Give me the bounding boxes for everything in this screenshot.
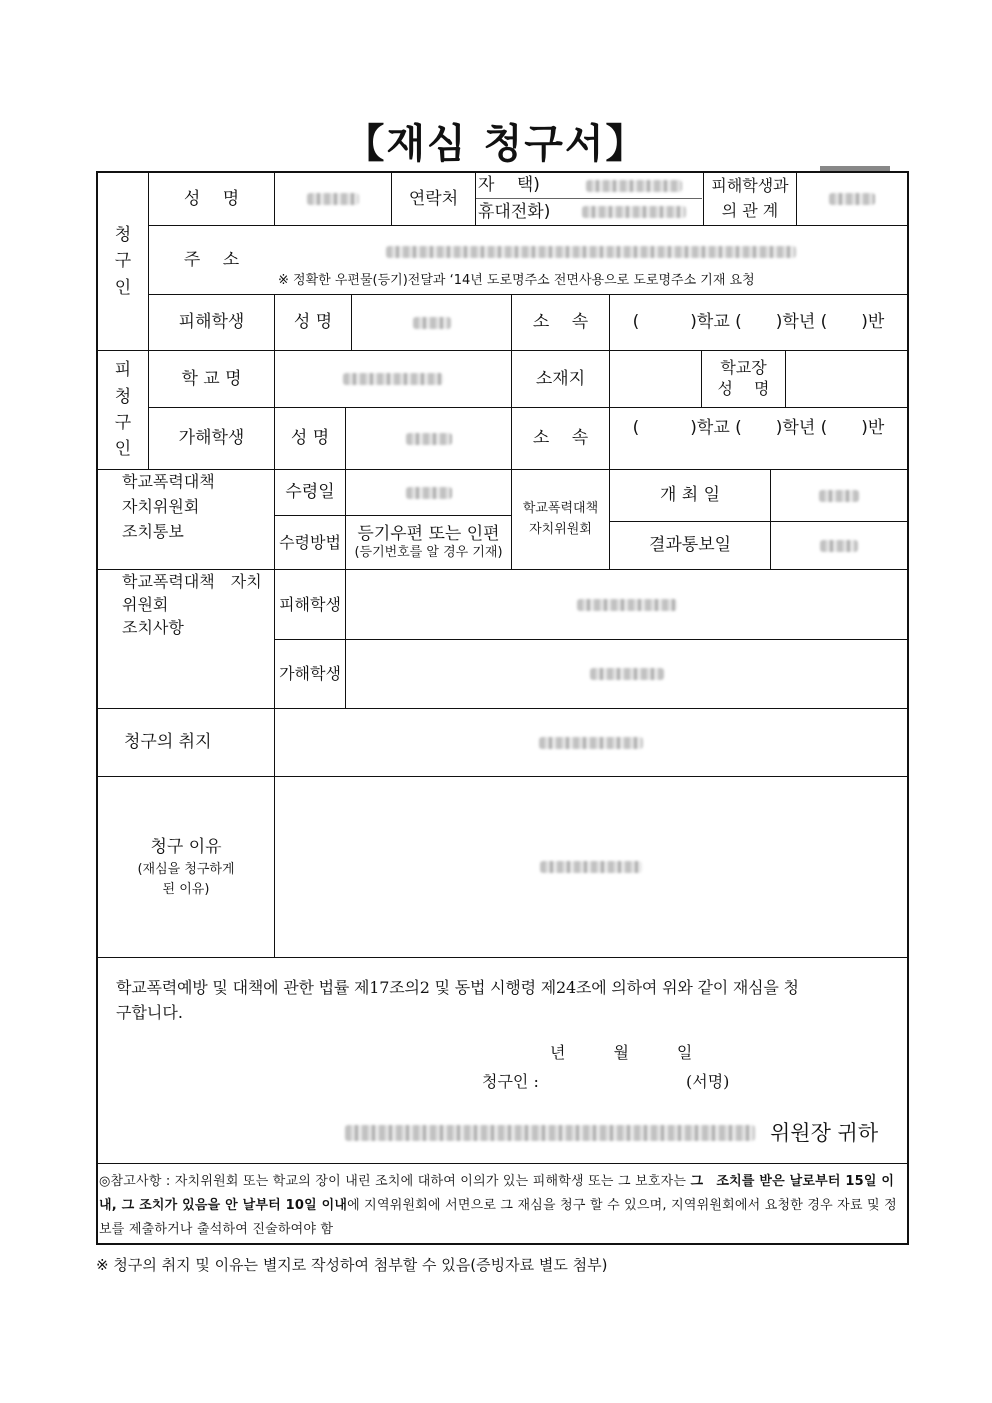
requester-name-label: 성 명	[183, 188, 240, 209]
offender-affiliation-value[interactable]: ( )학교 ( )학년 ( )반	[632, 417, 885, 438]
victim-affiliation-value[interactable]: ( )학교 ( )학년 ( )반	[632, 312, 885, 333]
measures-offender-label: 가해학생	[279, 664, 341, 684]
measures-offender-value[interactable]	[346, 640, 907, 708]
form-title: 【재심 청구서】	[344, 120, 648, 167]
location-label: 소재지	[535, 368, 586, 389]
address-label: 주 소	[183, 249, 240, 270]
measures-label: 학교폭력대책 자치 위원회 조치사항	[122, 572, 262, 638]
notice-label: 학교폭력대책 자치위원회 조치통보	[122, 472, 215, 541]
victim-name-label: 성 명	[293, 312, 333, 333]
footer-note: ※ 청구의 취지 및 이유는 별지로 작성하여 첨부할 수 있음(증빙자료 별도 첨부)	[96, 1255, 608, 1274]
offender-name-label: 성 명	[290, 428, 330, 449]
reference-prefix: ◎참고사항 : 자치위원회 또는 학교의 장이 내린 조치에 대하여 이의가 있는 피해학생 또는 그 보호자는	[99, 1174, 691, 1189]
contact-label: 연락처	[408, 188, 459, 209]
scan-mark	[820, 166, 890, 171]
signer-label: 청구인 :	[482, 1072, 539, 1092]
declaration-date[interactable]: 년 월 일	[550, 1043, 693, 1063]
declaration-text-1: 학교폭력예방 및 대책에 관한 법률 제17조의2 및 동법 시행령 제24조에 의하여 위와 같이 재심을 청	[116, 978, 799, 998]
reason-value[interactable]	[275, 777, 907, 957]
location-value[interactable]	[610, 351, 701, 407]
address-value[interactable]	[275, 242, 907, 262]
reference-note	[99, 1170, 909, 1242]
offender-affiliation-label: 소 속	[532, 428, 589, 449]
measures-victim-value[interactable]	[346, 570, 907, 639]
principal-value[interactable]	[786, 351, 907, 407]
mobile-value[interactable]	[566, 199, 702, 225]
meeting-date-value[interactable]	[771, 470, 907, 521]
meeting-date-label: 개 최 일	[659, 485, 721, 506]
relation-label: 피해학생과 의 관 계	[711, 176, 789, 220]
border-bottom	[96, 1243, 909, 1245]
purpose-label: 청구의 취지	[124, 732, 212, 753]
receipt-date-value[interactable]	[346, 470, 511, 515]
principal-label: 학교장 성 명	[717, 358, 770, 398]
victim-label: 피해학생	[178, 312, 245, 333]
relation-value[interactable]	[797, 173, 907, 225]
result-date-value[interactable]	[771, 522, 907, 569]
offender-name-value[interactable]	[346, 408, 511, 469]
addressee: 위원장 귀하	[770, 1120, 879, 1145]
address-note: ※ 정확한 우편물(등기)전달과 ‘14년 도로명주소 전면사용으로 도로명주소 기재 요청	[278, 273, 755, 289]
receipt-date-label: 수령일	[285, 482, 335, 503]
school-name-label: 학 교 명	[181, 368, 242, 389]
requester-name-value[interactable]	[275, 173, 391, 225]
requester-section-label: 청 구 인	[114, 224, 132, 298]
victim-name-value[interactable]	[352, 295, 511, 350]
receipt-method-label: 수령방법	[279, 532, 341, 552]
result-date-label: 결과통보일	[648, 535, 732, 556]
committee-label: 학교폭력대책 자치위원회	[522, 501, 599, 537]
victim-affiliation-label: 소 속	[532, 312, 589, 333]
respondent-section-label: 피 청 구 인	[114, 360, 132, 460]
measures-victim-label: 피해학생	[279, 594, 341, 614]
home-phone-label: 자 택)	[478, 175, 540, 196]
mobile-label: 휴대전화)	[478, 201, 551, 222]
signature-field[interactable]: (서명)	[686, 1072, 730, 1092]
home-phone-value[interactable]	[566, 173, 702, 198]
school-name-value[interactable]	[275, 351, 511, 407]
offender-label: 가해학생	[178, 428, 245, 449]
addressee-committee-name	[340, 1120, 760, 1146]
reason-label: 청구 이유 (재심을 청구하게 된 이유)	[137, 836, 235, 898]
declaration-text-2: 구합니다.	[116, 1003, 183, 1023]
receipt-method-value[interactable]: 등기우편 또는 인편 (등기번호를 알 경우 기재)	[354, 523, 503, 560]
purpose-value[interactable]	[275, 709, 907, 776]
reference-suffix: 에 지역위원회에 서면으로 그 재심을 청구 할 수 있으며, 지역위원회에서 요청한 경우 자료 및 정보를 제출하거나 출석하여 진술하여야 함	[99, 1198, 897, 1237]
reference-bold: 그 조치를 받은 날로부터 15일 이내, 그 조치가 있음을 안 날부터 10일 이내	[99, 1174, 895, 1213]
